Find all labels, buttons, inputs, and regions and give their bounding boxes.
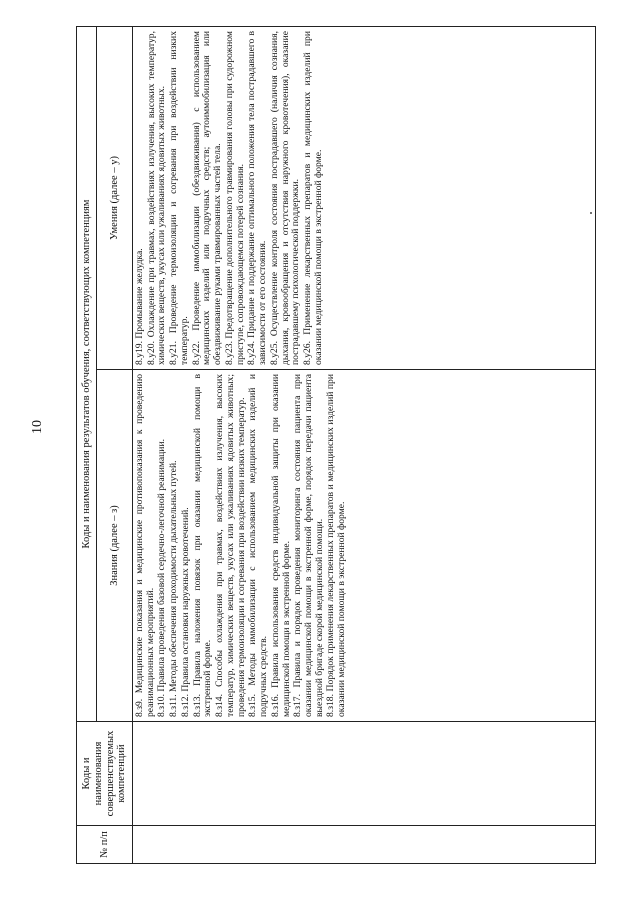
header-results-group: Коды и наименования результатов обучения, соответствующих компетенциям: [77, 27, 97, 722]
header-number: № п/п: [77, 826, 133, 864]
knowledge-item: 8.з11. Методы обеспечения проходимости дыхательных путей.: [168, 460, 180, 717]
scan-speck: [590, 212, 592, 214]
knowledge-item: 8.з16. Правила использования средств индивидуальной защиты при оказании медицинской помощи в экстренной форме.: [269, 374, 292, 717]
header-skills: Умения (далее – у): [97, 27, 133, 370]
knowledge-item: 8.з17. Правила и порядок проведения мониторинга состояния пациента при оказании медицинской помощи в экстренной форме, порядок передачи пациента выездной бригаде скорой медицинской помощи.: [292, 374, 325, 717]
cell-skills: [133, 27, 596, 370]
header-knowledge: Знания (далее – з): [97, 370, 133, 722]
knowledge-item: 8.з14. Способы охлаждения при травмах, воздействиях излучения, высоких температур, химических веществ, укусах или ужаливаниях ядовитых животных; проведения термоизоляции и согревания при воздействии низких температур.: [214, 374, 247, 717]
header-competency-codes: Коды и наименования совершенствуемых компетенций: [77, 722, 133, 826]
page-number: 10: [30, 420, 45, 434]
knowledge-item: 8.з15. Методы иммобилизации с использованием медицинских изделий и подручных средств.: [247, 374, 270, 717]
cell-knowledge: [133, 370, 596, 722]
knowledge-item: 8.з10. Правила проведения базовой сердечно-легочной реанимации.: [156, 439, 168, 717]
skill-item: 8.у22. Проведение иммобилизации (обездвиживания) с использованием медицинских изделий или подручных средств; аутоиммобилизация или обездвиживание руками травмированных частей тела.: [190, 31, 224, 365]
cell-number: [133, 826, 596, 864]
knowledge-item: 8.з13. Правила наложения повязок при оказании медицинской помощи в экстренной форме.: [191, 374, 214, 717]
skill-item: 8.у26. Применение лекарственных препаратов и медицинских изделий при оказании медицинской помощи в экстренной форме.: [302, 31, 324, 365]
skill-item: 8.у23. Предотвращение дополнительного травмирования головы при судорожном приступе, сопровождающемся потерей сознания.: [223, 31, 246, 365]
rotated-page-content: [76, 26, 596, 864]
skill-item: 8.у24. Придание и поддержание оптимального положения тела пострадавшего в зависимости от его состояния.: [246, 31, 269, 365]
competency-table: [76, 26, 596, 864]
skill-item: 8.у20. Охлаждение при травмах, воздействиях излучения, высоких температур, химических веществ, укусах или ужаливаниях ядовитых животных.: [145, 31, 168, 365]
knowledge-item: 8.з9. Медицинские показания и медицинские противопоказания к проведению реанимационных мероприятий.: [134, 374, 156, 717]
skill-item: 8.у21. Проведение термоизоляции и согревания при воздействии низких температур.: [168, 31, 190, 365]
skill-item: 8.у19. Промывание желудка.: [134, 248, 145, 365]
knowledge-item: 8.з18. Порядок применения лекарственных препаратов и медицинских изделий при оказании медицинской помощи в экстренной форме.: [325, 374, 348, 717]
knowledge-item: 8.з12. Правила остановки наружных кровотечений.: [179, 507, 191, 717]
skill-item: 8.у25. Осуществление контроля состояния пострадавшего (наличия сознания, дыхания, кровообращения и отсутствия наружного кровотечения), оказание пострадавшему психологической поддержки.: [268, 31, 302, 365]
table-row: [133, 27, 596, 864]
cell-competency-codes: [133, 722, 596, 826]
